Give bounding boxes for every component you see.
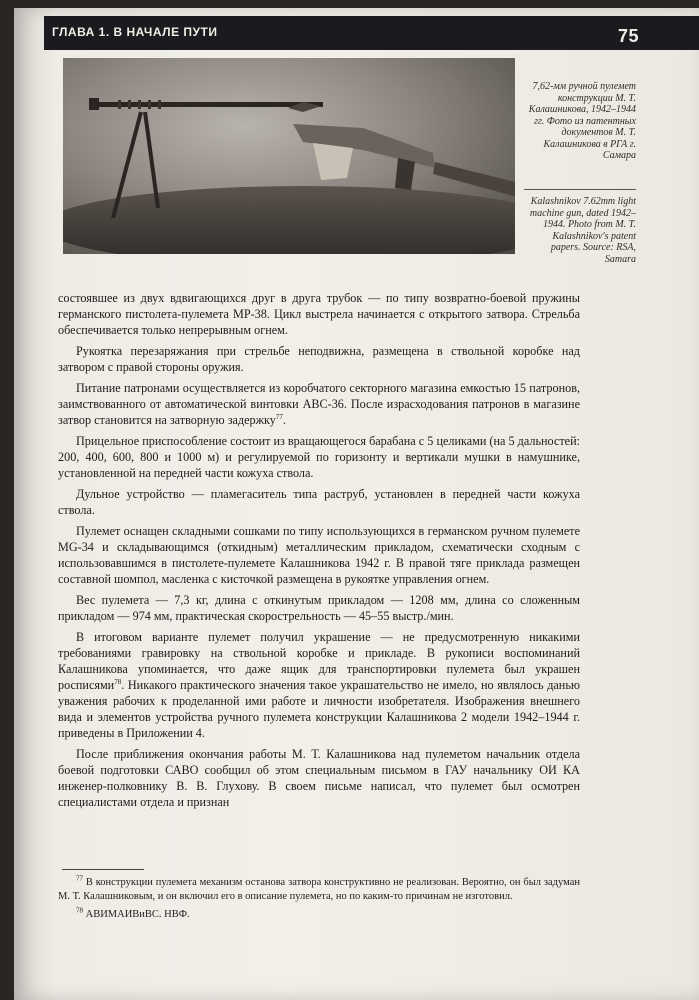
paragraph-text: Питание патронами осуществляется из коробчатого секторного магазина емкостью 15 патронов, заимствованного от автоматической винтовки АВС-36. После израсходования патронов в магазине затвор становится на затворную задержку	[58, 381, 580, 427]
paragraph	[58, 380, 580, 428]
paragraph: Вес пулемета — 7,3 кг, длина с откинутым прикладом — 1208 мм, длина со сложенным прикладом — 974 мм, практическая скорострельность — 45–55 выстр./мин.	[58, 593, 580, 623]
footnote-77	[58, 876, 580, 904]
photo-caption-russian: 7,62-мм ручной пулемет конструкции М. Т. Калашникова, 1942–1944 гг. Фото из патентных документов М. Т. Калашникова в РГА г. Самара	[528, 81, 636, 161]
footnote-text: АВИМАИВиВС. НВФ.	[83, 909, 190, 920]
machine-gun-photo	[63, 58, 515, 254]
running-header	[44, 16, 699, 50]
page-number: 75	[617, 26, 639, 46]
paragraph	[58, 629, 580, 741]
muzzle-device	[89, 98, 99, 110]
footnote-divider	[62, 869, 144, 870]
paragraph: После приближения окончания работы М. Т. Калашникова над пулеметом начальник отдела боевой подготовки САВО сообщил об этом специальным письмом в ГАУ начальнику ОИ КА инженер-полковнику В. В. Глухову. В своем письме написал, что пулемет был осмотрен специалистами отдела и признан	[58, 747, 580, 809]
paragraph-text: В итоговом варианте пулемет получил украшение — не предусмотренную никакими требованиями гравировку на ствольной коробке и прикладе. В рукописи воспоминаний Калашникова упоминается, что даже ящик для транспортировки пулемета был украшен росписями	[58, 630, 580, 692]
paragraph: Рукоятка перезаряжания при стрельбе неподвижна, размещена в ствольной коробке над затвором с правой стороны оружия.	[58, 344, 580, 374]
footnote-78	[58, 908, 580, 922]
footnotes	[58, 876, 580, 926]
footnote-ref-77[interactable]: 77	[275, 412, 283, 421]
footnote-text: В конструкции пулемета механизм останова затвора конструктивно не реализован. Вероятно, он был задуман М. Т. Калашниковым, и он включил его в описание пулемета, но по каким-то причинам не изготовил.	[58, 877, 580, 902]
chapter-title: ГЛАВА 1. В НАЧАЛЕ ПУТИ	[52, 25, 218, 39]
table-surface	[63, 186, 515, 254]
paragraph-text: .	[282, 413, 286, 427]
book-page	[14, 8, 699, 1000]
footnote-number: 78	[76, 906, 83, 915]
photo-caption-english: Kalashnikov 7.62mm light machine gun, dated 1942–1944. Photo from M. T. Kalashnikov's patent papers. Source: RSA, Samara	[524, 189, 636, 265]
paragraph: Прицельное приспособление состоит из вращающегося барабана с 5 целиками (на 5 дальностей: 200, 400, 600, 800 и 1000 м) и регулируемой по горизонту и вертикали мушки в намушнике, установленной на передней части кожуха ствола.	[58, 434, 580, 480]
footnote-ref-78[interactable]: 78	[114, 677, 122, 686]
paragraph-text: . Никакого практического значения такое украшательство не имело, но являлось данью уважения рабочих к проделанной ими работе и личности изобретателя. Изображения внешнего вида и элементов устройства ручного пулемета конструкции Калашникова 2 модели 1942–1944 г. приведены в Приложении 4.	[58, 678, 580, 740]
paragraph: Дульное устройство — пламегаситель типа раструб, установлен в передней части кожуха ствола.	[58, 487, 580, 517]
footnote-number: 77	[76, 874, 83, 883]
barrel-shroud	[93, 102, 323, 107]
main-text	[58, 290, 580, 815]
machine-gun-illustration	[63, 58, 515, 254]
paragraph: Пулемет оснащен складными сошками по типу использующихся в германском ручном пулемете MG-34 и складывающимся (откидным) металлическим прикладом, схематически сходным с использовавшимся в пистолете-пулемете Калашникова 1942 г. В правой тяге приклада размещен составной шомпол, масленка с кисточкой размещена в рукоятке управления огнем.	[58, 524, 580, 586]
paragraph: состоявшее из двух вдвигающихся друг в друга трубок — по типу возвратно-боевой пружины германского пистолета-пулемета МР-38. Цикл выстрела начинается с открытого затвора. Стрельба обеспечивается только непрерывным огнем.	[58, 291, 580, 337]
